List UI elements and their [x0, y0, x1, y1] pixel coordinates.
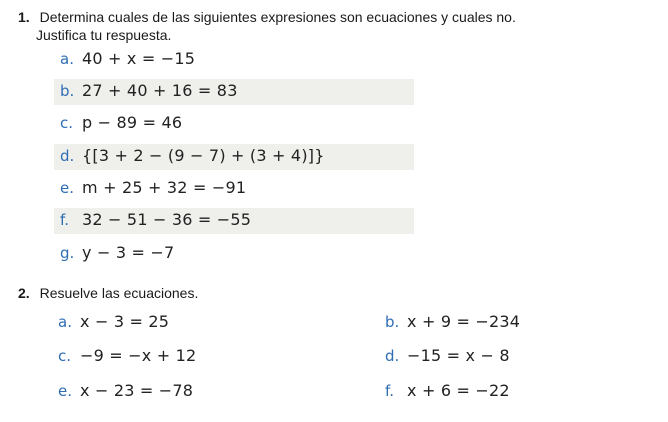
question-2-title: Resuelve las ecuaciones. — [39, 285, 199, 301]
question-1-line-1: Determina cuales de las siguientes expresiones son ecuaciones y cuales no. — [39, 9, 516, 25]
item-letter: b. — [60, 82, 75, 100]
q1-item-c — [54, 111, 414, 137]
question-2-heading — [18, 285, 198, 302]
item-expression: y − 3 = −7 — [82, 243, 175, 262]
item-letter: b. — [385, 313, 400, 331]
q1-item-a — [54, 47, 414, 73]
item-expression: {[3 + 2 − (9 − 7) + (3 + 4)]} — [82, 146, 325, 165]
item-expression: −9 = −x + 12 — [80, 346, 197, 365]
item-letter: f. — [385, 382, 394, 400]
question-1-number: 1. — [18, 9, 30, 25]
item-letter: f. — [60, 211, 69, 229]
item-letter: e. — [60, 179, 74, 197]
item-expression: 40 + x = −15 — [82, 49, 196, 68]
item-expression: m + 25 + 32 = −91 — [82, 178, 247, 197]
item-expression: x + 6 = −22 — [407, 381, 510, 400]
q1-item-g — [54, 241, 414, 267]
item-letter: a. — [58, 313, 72, 331]
item-letter: c. — [58, 347, 72, 365]
question-1-line-2: Justifica tu respuesta. — [36, 27, 172, 43]
item-letter: d. — [60, 147, 75, 165]
item-letter: e. — [58, 382, 72, 400]
item-expression: 27 + 40 + 16 = 83 — [82, 81, 238, 100]
item-letter: a. — [60, 50, 74, 68]
item-expression: 32 − 51 − 36 = −55 — [82, 210, 252, 229]
item-expression: −15 = x − 8 — [407, 346, 510, 365]
item-letter: d. — [385, 347, 400, 365]
item-letter: g. — [60, 244, 75, 262]
q1-item-b — [54, 79, 414, 105]
item-expression: x − 23 = −78 — [80, 381, 194, 400]
item-expression: x + 9 = −234 — [407, 312, 521, 331]
q1-item-f — [54, 208, 414, 234]
item-letter: c. — [60, 114, 74, 132]
item-expression: p − 89 = 46 — [82, 113, 183, 132]
q1-item-d — [54, 144, 414, 170]
question-1-heading — [18, 9, 516, 26]
item-expression: x − 3 = 25 — [80, 312, 170, 331]
q1-item-e — [54, 176, 414, 202]
question-2-number: 2. — [18, 285, 30, 301]
